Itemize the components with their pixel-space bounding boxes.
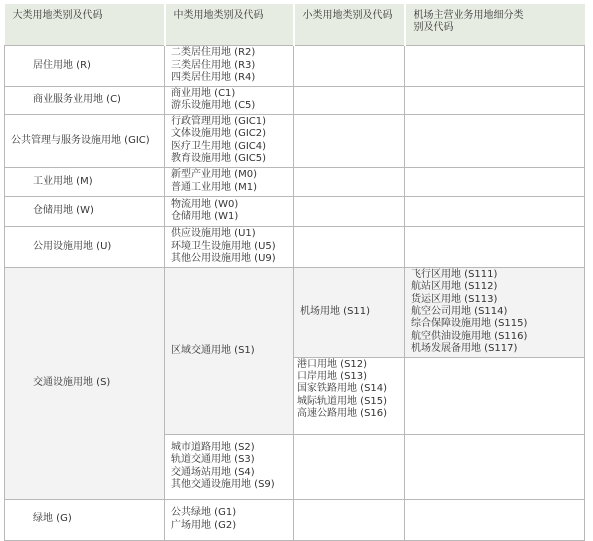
minor-category-cell [294,114,405,167]
minor-category-cell [294,434,405,499]
airport-subcategory-cell [405,357,585,434]
airport-subcategory-cell [405,46,585,87]
table-row-industrial [5,167,585,196]
table-row-commercial [5,87,585,115]
minor-category-cell: 机场用地 (S11) [294,267,405,357]
airport-subcategory-cell [405,434,585,499]
mid-category-cell: 公共绿地 (G1) 广场用地 (G2) [165,499,294,540]
mid-category-cell: 二类居住用地 (R2) 三类居住用地 (R3) 四类居住用地 (R4) [165,46,294,87]
airport-subcategory-cell: 飞行区用地 (S111) 航站区用地 (S112) 货运区用地 (S113) 航空公司用地 (S114) 综合保障设施用地 (S115) 航空供油设施用地 (S116) 机场发展备用地 (S117) [405,267,585,357]
header-airport-subcategory: 机场主营业务用地细分类 别及代码 [405,4,585,46]
minor-category-cell [294,499,405,540]
mid-category-cell: 行政管理用地 (GIC1) 文体设施用地 (GIC2) 医疗卫生用地 (GIC4) 教育设施用地 (GIC5) [165,114,294,167]
table-row-green [5,499,585,540]
airport-subcategory-cell [405,87,585,115]
mid-category-cell: 新型产业用地 (M0) 普通工业用地 (M1) [165,167,294,196]
major-category-cell: 居住用地 (R) [5,46,165,87]
major-category-cell: 仓储用地 (W) [5,196,165,226]
mid-category-cell: 城市道路用地 (S2) 轨道交通用地 (S3) 交通场站用地 (S4) 其他交通设施用地 (S9) [165,434,294,499]
table-row-utilities [5,226,585,267]
airport-subcategory-cell [405,196,585,226]
airport-subcategory-cell [405,167,585,196]
land-use-classification-table [4,4,585,541]
mid-category-cell: 区域交通用地 (S1) [165,267,294,434]
table-row-storage [5,196,585,226]
major-category-cell: 商业服务业用地 (C) [5,87,165,115]
major-category-cell: 绿地 (G) [5,499,165,540]
minor-category-cell [294,226,405,267]
minor-category-cell: 港口用地 (S12) 口岸用地 (S13) 国家铁路用地 (S14) 城际轨道用地 (S15) 高速公路用地 (S16) [294,357,405,434]
table-row-residential [5,46,585,87]
airport-subcategory-cell [405,114,585,167]
airport-subcategory-cell [405,499,585,540]
airport-subcategory-cell [405,226,585,267]
minor-category-cell [294,196,405,226]
table-header-row [5,4,585,46]
minor-category-cell [294,87,405,115]
mid-category-cell: 供应设施用地 (U1) 环境卫生设施用地 (U5) 其他公用设施用地 (U9) [165,226,294,267]
major-category-cell: 公用设施用地 (U) [5,226,165,267]
header-mid-category: 中类用地类别及代码 [165,4,294,46]
major-category-cell: 工业用地 (M) [5,167,165,196]
mid-category-cell: 商业用地 (C1) 游乐设施用地 (C5) [165,87,294,115]
mid-category-cell: 物流用地 (W0) 仓储用地 (W1) [165,196,294,226]
minor-category-cell [294,46,405,87]
major-category-cell: 公共管理与服务设施用地 (GIC) [5,114,165,167]
header-major-category: 大类用地类别及代码 [5,4,165,46]
header-minor-category: 小类用地类别及代码 [294,4,405,46]
minor-category-cell [294,167,405,196]
major-category-cell: 交通设施用地 (S) [5,267,165,499]
table-row-transport-airport [5,267,585,357]
table-row-public-admin [5,114,585,167]
